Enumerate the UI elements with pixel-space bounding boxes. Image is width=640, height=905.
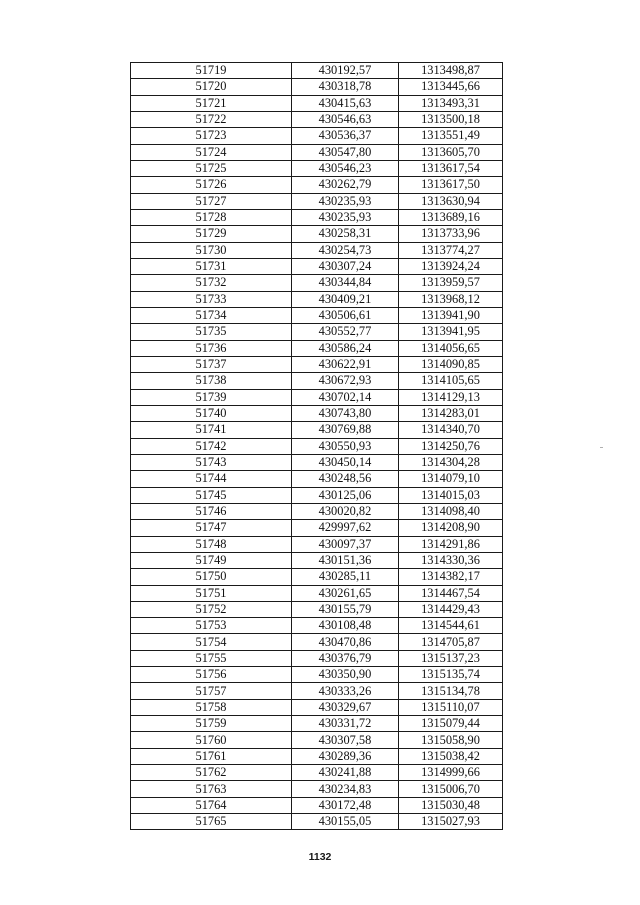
- x-coordinate-cell: 430409,21: [292, 291, 399, 307]
- point-number-cell: 51733: [131, 291, 292, 307]
- table-row: [131, 487, 503, 503]
- table-row: [131, 160, 503, 176]
- y-coordinate-cell: 1313941,90: [399, 307, 503, 323]
- point-number-cell: 51761: [131, 748, 292, 764]
- scan-speck: [600, 447, 603, 448]
- y-coordinate-cell: 1315038,42: [399, 748, 503, 764]
- table-row: [131, 503, 503, 519]
- point-number-cell: 51726: [131, 177, 292, 193]
- point-number-cell: 51753: [131, 618, 292, 634]
- x-coordinate-cell: 430258,31: [292, 226, 399, 242]
- x-coordinate-cell: 430235,93: [292, 193, 399, 209]
- x-coordinate-cell: 430333,26: [292, 683, 399, 699]
- table-row: [131, 748, 503, 764]
- point-number-cell: 51734: [131, 307, 292, 323]
- x-coordinate-cell: 430415,63: [292, 95, 399, 111]
- point-number-cell: 51750: [131, 569, 292, 585]
- x-coordinate-cell: 430020,82: [292, 503, 399, 519]
- y-coordinate-cell: 1314056,65: [399, 340, 503, 356]
- table-row: [131, 307, 503, 323]
- y-coordinate-cell: 1314283,01: [399, 405, 503, 421]
- y-coordinate-cell: 1313498,87: [399, 63, 503, 79]
- x-coordinate-cell: 430552,77: [292, 324, 399, 340]
- table-row: [131, 128, 503, 144]
- point-number-cell: 51724: [131, 144, 292, 160]
- x-coordinate-cell: 430672,93: [292, 373, 399, 389]
- table-row: [131, 781, 503, 797]
- y-coordinate-cell: 1313774,27: [399, 242, 503, 258]
- table-row: [131, 258, 503, 274]
- x-coordinate-cell: 430248,56: [292, 471, 399, 487]
- x-coordinate-cell: 430241,88: [292, 765, 399, 781]
- y-coordinate-cell: 1314098,40: [399, 503, 503, 519]
- x-coordinate-cell: 430125,06: [292, 487, 399, 503]
- y-coordinate-cell: 1315135,74: [399, 667, 503, 683]
- point-number-cell: 51747: [131, 520, 292, 536]
- y-coordinate-cell: 1313924,24: [399, 258, 503, 274]
- table-row: [131, 177, 503, 193]
- point-number-cell: 51752: [131, 601, 292, 617]
- table-row: [131, 552, 503, 568]
- table-row: [131, 471, 503, 487]
- point-number-cell: 51765: [131, 814, 292, 830]
- point-number-cell: 51725: [131, 160, 292, 176]
- table-row: [131, 536, 503, 552]
- point-number-cell: 51759: [131, 716, 292, 732]
- y-coordinate-cell: 1314429,43: [399, 601, 503, 617]
- point-number-cell: 51730: [131, 242, 292, 258]
- point-number-cell: 51754: [131, 634, 292, 650]
- page-number: 1132: [308, 851, 332, 863]
- table-row: [131, 683, 503, 699]
- table-row: [131, 226, 503, 242]
- x-coordinate-cell: 430344,84: [292, 275, 399, 291]
- point-number-cell: 51728: [131, 209, 292, 225]
- x-coordinate-cell: 430192,57: [292, 63, 399, 79]
- x-coordinate-cell: 430097,37: [292, 536, 399, 552]
- point-number-cell: 51732: [131, 275, 292, 291]
- x-coordinate-cell: 429997,62: [292, 520, 399, 536]
- x-coordinate-cell: 430376,79: [292, 650, 399, 666]
- x-coordinate-cell: 430536,37: [292, 128, 399, 144]
- y-coordinate-cell: 1315058,90: [399, 732, 503, 748]
- point-number-cell: 51735: [131, 324, 292, 340]
- table-row: [131, 324, 503, 340]
- x-coordinate-cell: 430550,93: [292, 438, 399, 454]
- table-row: [131, 667, 503, 683]
- x-coordinate-cell: 430769,88: [292, 422, 399, 438]
- table-row: [131, 699, 503, 715]
- y-coordinate-cell: 1313551,49: [399, 128, 503, 144]
- y-coordinate-cell: 1313959,57: [399, 275, 503, 291]
- table-row: [131, 765, 503, 781]
- y-coordinate-cell: 1314999,66: [399, 765, 503, 781]
- y-coordinate-cell: 1313689,16: [399, 209, 503, 225]
- y-coordinate-cell: 1314330,36: [399, 552, 503, 568]
- point-number-cell: 51740: [131, 405, 292, 421]
- point-number-cell: 51764: [131, 797, 292, 813]
- coordinates-table: [130, 62, 503, 830]
- x-coordinate-cell: 430307,58: [292, 732, 399, 748]
- y-coordinate-cell: 1314705,87: [399, 634, 503, 650]
- x-coordinate-cell: 430329,67: [292, 699, 399, 715]
- x-coordinate-cell: 430108,48: [292, 618, 399, 634]
- table-row: [131, 585, 503, 601]
- y-coordinate-cell: 1314467,54: [399, 585, 503, 601]
- point-number-cell: 51731: [131, 258, 292, 274]
- x-coordinate-cell: 430702,14: [292, 389, 399, 405]
- x-coordinate-cell: 430307,24: [292, 258, 399, 274]
- point-number-cell: 51746: [131, 503, 292, 519]
- y-coordinate-cell: 1314382,17: [399, 569, 503, 585]
- point-number-cell: 51763: [131, 781, 292, 797]
- table-row: [131, 373, 503, 389]
- x-coordinate-cell: 430155,79: [292, 601, 399, 617]
- x-coordinate-cell: 430331,72: [292, 716, 399, 732]
- table-row: [131, 242, 503, 258]
- y-coordinate-cell: 1314015,03: [399, 487, 503, 503]
- table-row: [131, 144, 503, 160]
- point-number-cell: 51743: [131, 454, 292, 470]
- x-coordinate-cell: 430155,05: [292, 814, 399, 830]
- x-coordinate-cell: 430261,65: [292, 585, 399, 601]
- y-coordinate-cell: 1313733,96: [399, 226, 503, 242]
- x-coordinate-cell: 430350,90: [292, 667, 399, 683]
- table-row: [131, 650, 503, 666]
- y-coordinate-cell: 1314105,65: [399, 373, 503, 389]
- y-coordinate-cell: 1315134,78: [399, 683, 503, 699]
- table-row: [131, 797, 503, 813]
- y-coordinate-cell: 1314250,76: [399, 438, 503, 454]
- point-number-cell: 51756: [131, 667, 292, 683]
- y-coordinate-cell: 1314129,13: [399, 389, 503, 405]
- y-coordinate-cell: 1314090,85: [399, 356, 503, 372]
- point-number-cell: 51749: [131, 552, 292, 568]
- point-number-cell: 51760: [131, 732, 292, 748]
- y-coordinate-cell: 1315027,93: [399, 814, 503, 830]
- point-number-cell: 51741: [131, 422, 292, 438]
- table-row: [131, 340, 503, 356]
- y-coordinate-cell: 1313630,94: [399, 193, 503, 209]
- y-coordinate-cell: 1313605,70: [399, 144, 503, 160]
- table-row: [131, 291, 503, 307]
- y-coordinate-cell: 1314208,90: [399, 520, 503, 536]
- x-coordinate-cell: 430622,91: [292, 356, 399, 372]
- y-coordinate-cell: 1313445,66: [399, 79, 503, 95]
- x-coordinate-cell: 430506,61: [292, 307, 399, 323]
- x-coordinate-cell: 430318,78: [292, 79, 399, 95]
- point-number-cell: 51762: [131, 765, 292, 781]
- y-coordinate-cell: 1314291,86: [399, 536, 503, 552]
- point-number-cell: 51727: [131, 193, 292, 209]
- point-number-cell: 51729: [131, 226, 292, 242]
- y-coordinate-cell: 1314079,10: [399, 471, 503, 487]
- point-number-cell: 51721: [131, 95, 292, 111]
- point-number-cell: 51758: [131, 699, 292, 715]
- point-number-cell: 51720: [131, 79, 292, 95]
- table-row: [131, 422, 503, 438]
- x-coordinate-cell: 430235,93: [292, 209, 399, 225]
- table-row: [131, 209, 503, 225]
- table-row: [131, 732, 503, 748]
- x-coordinate-cell: 430151,36: [292, 552, 399, 568]
- y-coordinate-cell: 1315137,23: [399, 650, 503, 666]
- y-coordinate-cell: 1315030,48: [399, 797, 503, 813]
- point-number-cell: 51748: [131, 536, 292, 552]
- table-row: [131, 95, 503, 111]
- coordinates-table-body: [131, 63, 503, 830]
- x-coordinate-cell: 430285,11: [292, 569, 399, 585]
- table-row: [131, 356, 503, 372]
- y-coordinate-cell: 1314304,28: [399, 454, 503, 470]
- y-coordinate-cell: 1313617,54: [399, 160, 503, 176]
- x-coordinate-cell: 430234,83: [292, 781, 399, 797]
- point-number-cell: 51757: [131, 683, 292, 699]
- table-row: [131, 454, 503, 470]
- point-number-cell: 51737: [131, 356, 292, 372]
- table-row: [131, 111, 503, 127]
- x-coordinate-cell: 430743,80: [292, 405, 399, 421]
- table-row: [131, 520, 503, 536]
- table-row: [131, 814, 503, 830]
- table-row: [131, 63, 503, 79]
- table-row: [131, 438, 503, 454]
- x-coordinate-cell: 430546,63: [292, 111, 399, 127]
- y-coordinate-cell: 1315110,07: [399, 699, 503, 715]
- y-coordinate-cell: 1313941,95: [399, 324, 503, 340]
- point-number-cell: 51722: [131, 111, 292, 127]
- table-row: [131, 389, 503, 405]
- y-coordinate-cell: 1313493,31: [399, 95, 503, 111]
- y-coordinate-cell: 1314544,61: [399, 618, 503, 634]
- point-number-cell: 51723: [131, 128, 292, 144]
- point-number-cell: 51755: [131, 650, 292, 666]
- x-coordinate-cell: 430470,86: [292, 634, 399, 650]
- y-coordinate-cell: 1315006,70: [399, 781, 503, 797]
- table-row: [131, 601, 503, 617]
- point-number-cell: 51738: [131, 373, 292, 389]
- x-coordinate-cell: 430547,80: [292, 144, 399, 160]
- y-coordinate-cell: 1313968,12: [399, 291, 503, 307]
- x-coordinate-cell: 430450,14: [292, 454, 399, 470]
- point-number-cell: 51744: [131, 471, 292, 487]
- table-row: [131, 79, 503, 95]
- table-row: [131, 193, 503, 209]
- x-coordinate-cell: 430289,36: [292, 748, 399, 764]
- table-row: [131, 405, 503, 421]
- table-row: [131, 716, 503, 732]
- point-number-cell: 51739: [131, 389, 292, 405]
- table-row: [131, 275, 503, 291]
- table-row: [131, 618, 503, 634]
- point-number-cell: 51719: [131, 63, 292, 79]
- point-number-cell: 51742: [131, 438, 292, 454]
- table-row: [131, 569, 503, 585]
- x-coordinate-cell: 430586,24: [292, 340, 399, 356]
- x-coordinate-cell: 430546,23: [292, 160, 399, 176]
- x-coordinate-cell: 430254,73: [292, 242, 399, 258]
- y-coordinate-cell: 1315079,44: [399, 716, 503, 732]
- y-coordinate-cell: 1313617,50: [399, 177, 503, 193]
- x-coordinate-cell: 430172,48: [292, 797, 399, 813]
- table-row: [131, 634, 503, 650]
- x-coordinate-cell: 430262,79: [292, 177, 399, 193]
- point-number-cell: 51745: [131, 487, 292, 503]
- point-number-cell: 51751: [131, 585, 292, 601]
- y-coordinate-cell: 1314340,70: [399, 422, 503, 438]
- point-number-cell: 51736: [131, 340, 292, 356]
- y-coordinate-cell: 1313500,18: [399, 111, 503, 127]
